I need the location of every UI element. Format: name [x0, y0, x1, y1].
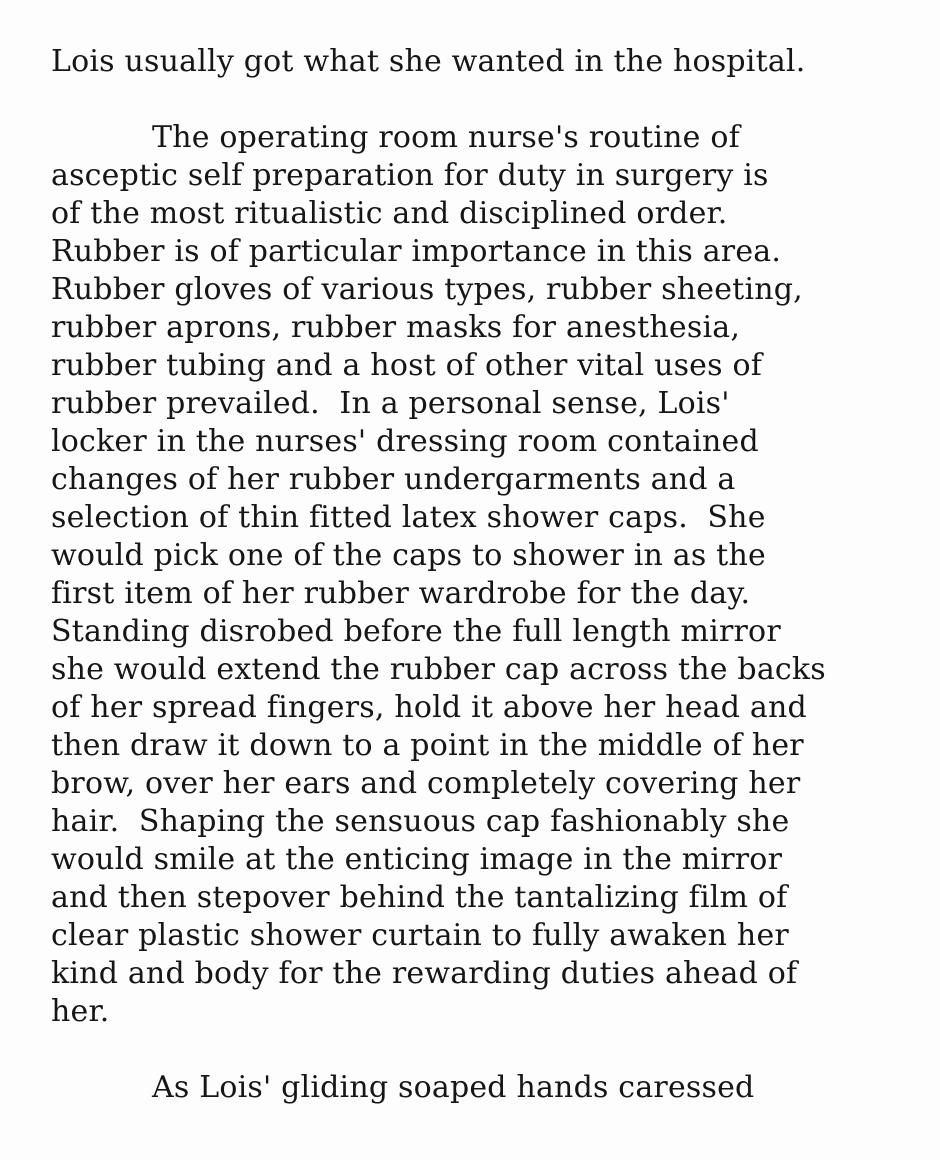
- paragraph-1-line: she would extend the rubber cap across the backs: [51, 652, 826, 687]
- paragraph-1-line: her.: [51, 994, 110, 1029]
- paragraph-1-line: rubber aprons, rubber masks for anesthesia,: [51, 310, 741, 345]
- paragraph-1-line: The operating room nurse's routine of: [152, 120, 740, 155]
- paragraph-1-line: kind and body for the rewarding duties ahead of: [51, 956, 798, 991]
- paragraph-1-line: clear plastic shower curtain to fully awaken her: [51, 918, 789, 953]
- paragraph-1-line: Rubber gloves of various types, rubber sheeting,: [51, 272, 803, 307]
- paragraph-1-line: of her spread fingers, hold it above her head and: [51, 690, 807, 725]
- paragraph-1-line: first item of her rubber wardrobe for the day.: [51, 576, 751, 611]
- paragraph-1-line: Standing disrobed before the full length mirror: [51, 614, 781, 649]
- paragraph-1-line: locker in the nurses' dressing room contained: [51, 424, 759, 459]
- paragraph-1-line: hair. Shaping the sensuous cap fashionably she: [51, 804, 790, 839]
- paragraph-1-line: of the most ritualistic and disciplined order.: [51, 196, 728, 231]
- paragraph-1-line: would pick one of the caps to shower in as the: [51, 538, 766, 573]
- paragraph-1-line: then draw it down to a point in the middle of her: [51, 728, 804, 763]
- paragraph-1-line: Rubber is of particular importance in this area.: [51, 234, 782, 269]
- paragraph-1-line: brow, over her ears and completely covering her: [51, 766, 801, 801]
- paragraph-1-line: would smile at the enticing image in the mirror: [51, 842, 783, 877]
- paragraph-1-line: rubber tubing and a host of other vital uses of: [51, 348, 763, 383]
- paragraph-1-line: asceptic self preparation for duty in surgery is: [51, 158, 769, 193]
- paragraph-1-line: and then stepover behind the tantalizing film of: [51, 880, 788, 915]
- paragraph-2-line: As Lois' gliding soaped hands caressed: [152, 1070, 755, 1105]
- paragraph-1-line: changes of her rubber undergarments and a: [51, 462, 736, 497]
- paragraph-1-line: selection of thin fitted latex shower caps. She: [51, 500, 766, 535]
- opening-line: Lois usually got what she wanted in the hospital.: [51, 44, 806, 79]
- paragraph-1-line: rubber prevailed. In a personal sense, Lois': [51, 386, 730, 421]
